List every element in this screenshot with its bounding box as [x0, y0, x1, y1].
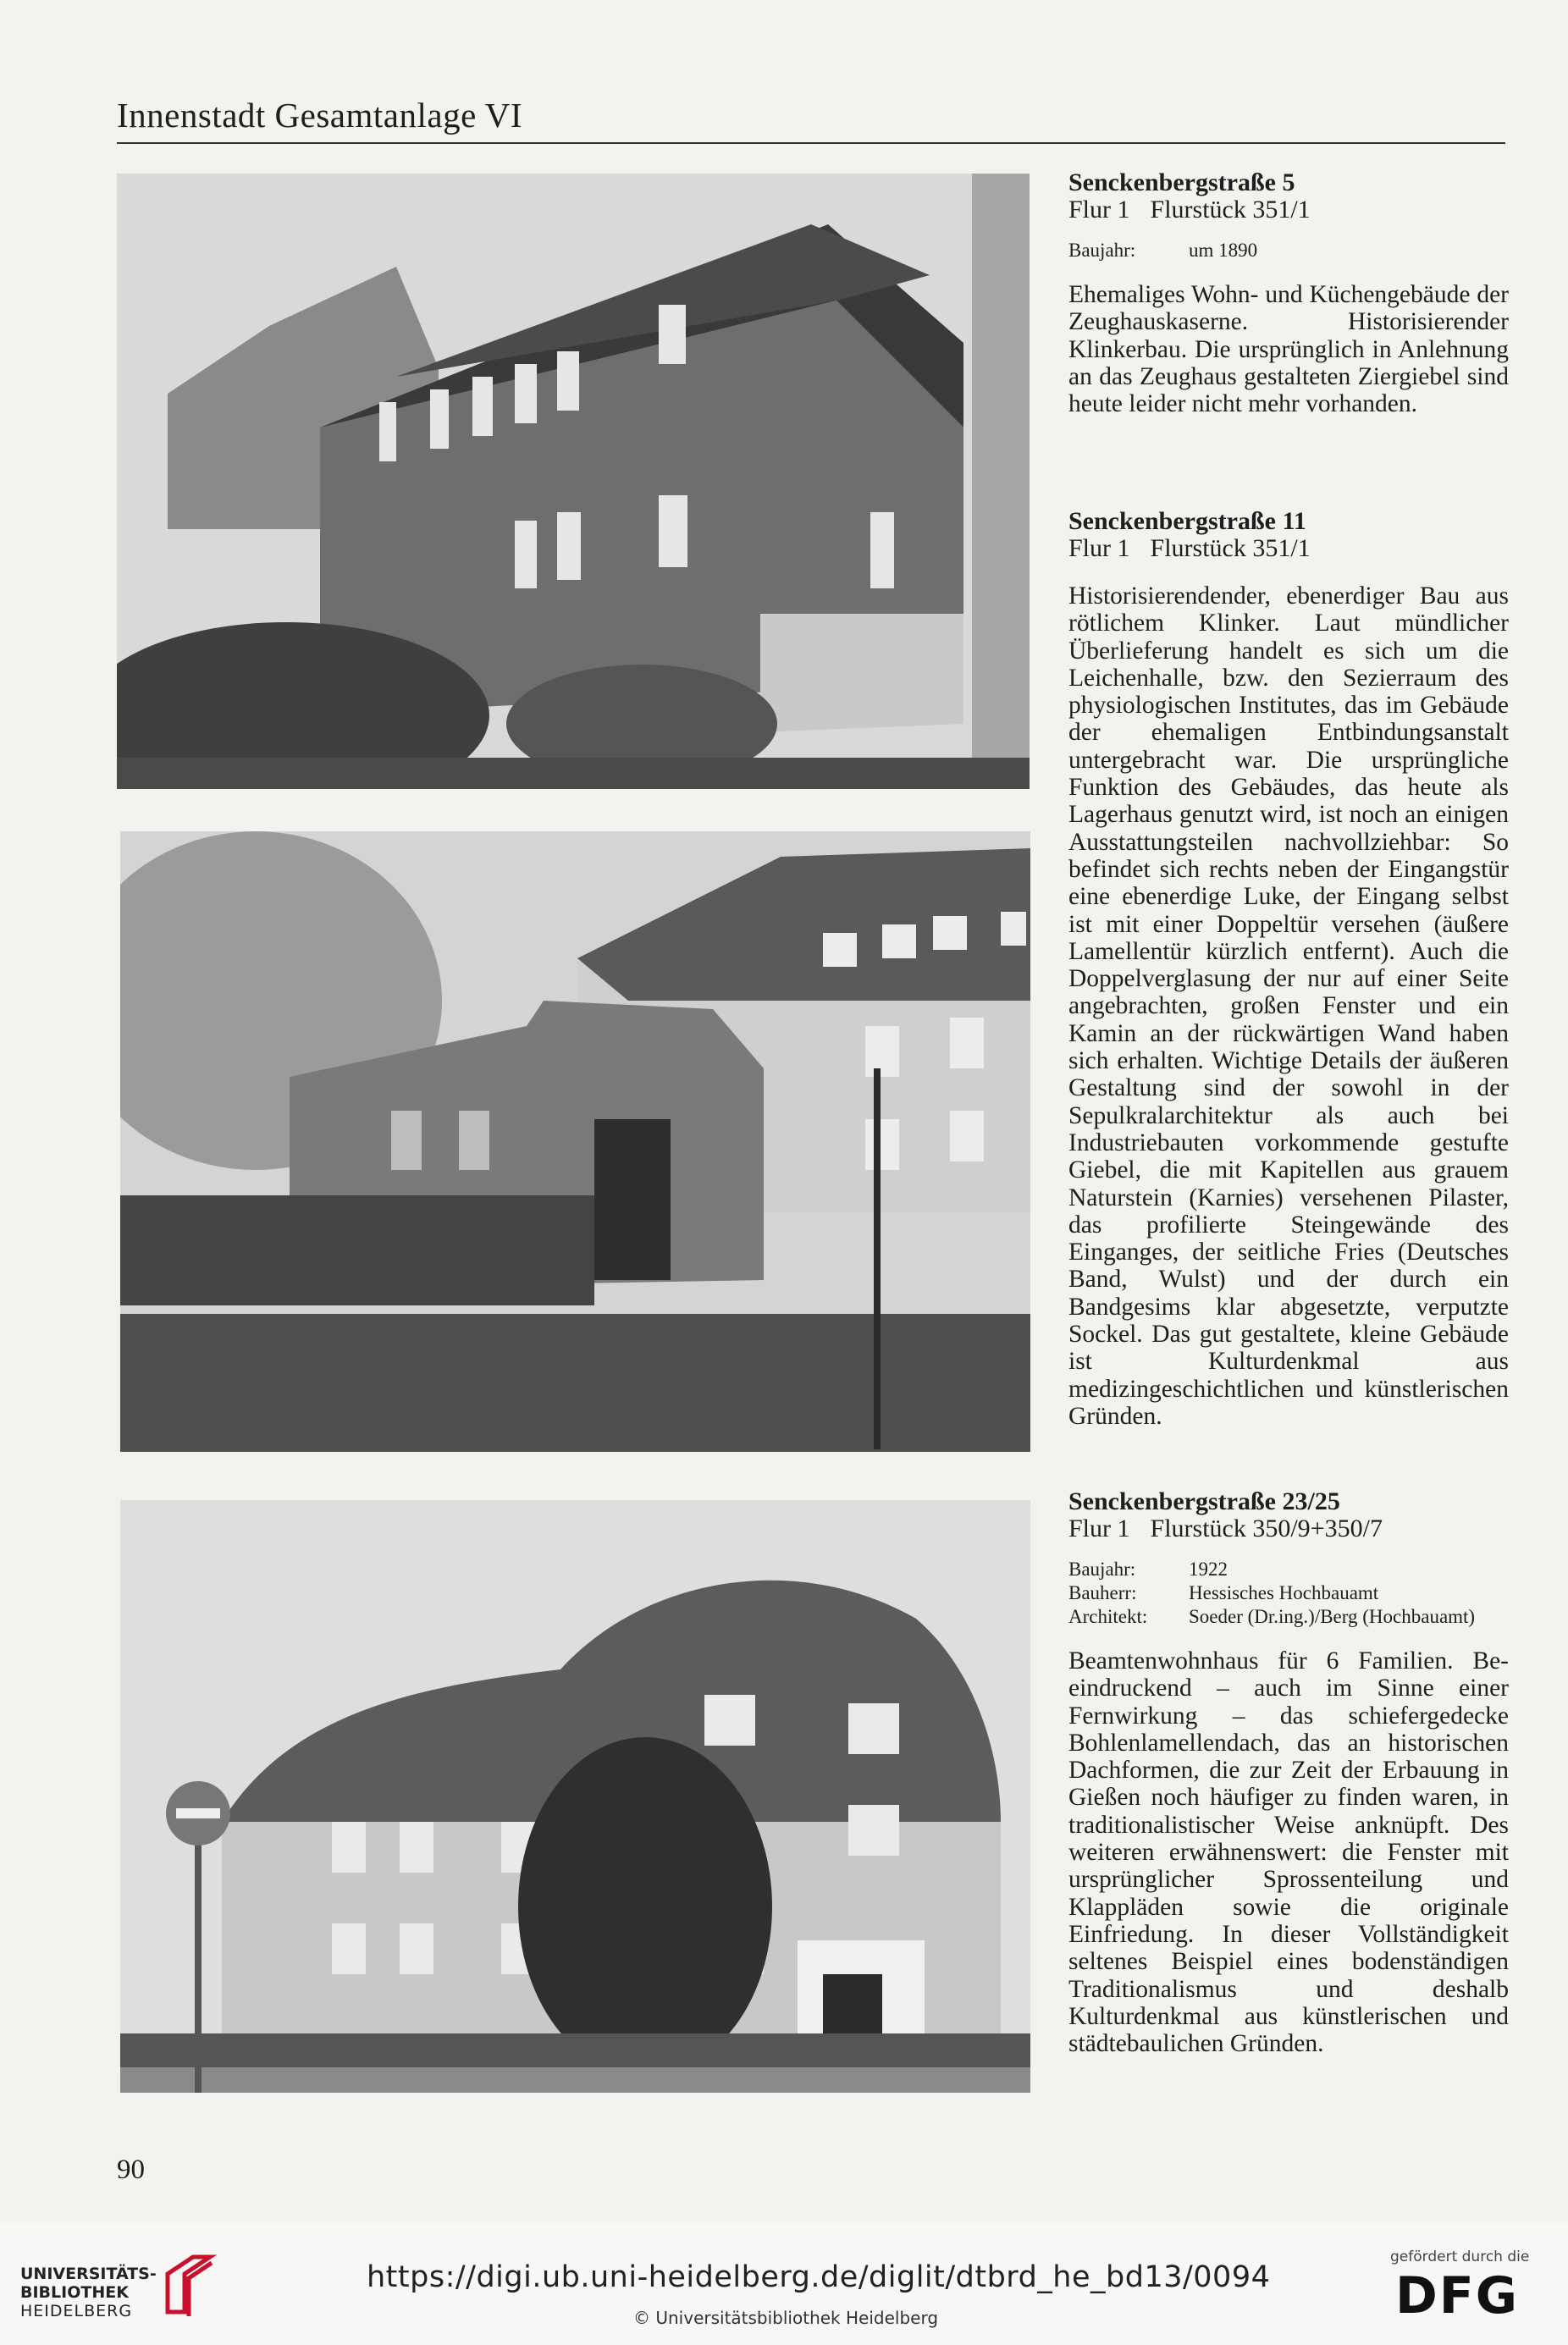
library-name-line: BIBLIOTHEK [20, 2283, 129, 2302]
flurstueck: Flurstück 351/1 [1150, 534, 1311, 562]
permalink-url[interactable]: https://digi.ub.uni-heidelberg.de/diglit/dtbrd_he_bd13/0094 [367, 2260, 1271, 2294]
copyright-notice: © Universitätsbibliothek Heidelberg [633, 2308, 939, 2328]
entry-senckenbergstrasse-23-25 [1068, 1488, 1509, 2057]
entry-body: Beamtenwohnhaus für 6 Familien. Beeindruckend – auch im Sinne einer Fernwirkung – das schiefergedecke Bohlenlamellendach, das an historischen Dachformen, die zur Zeit der Erbauung in Gießen noch häufiger zu finden waren, in traditionalistischer Weise anknüpft. Des weiteren erwähnenswert: die Fenster mit ursprünglicher Sprossenteilung und Klappläden sowie die originale Einfriedung. In dieser Vollständigkeit seltenes Beispiel eines bodenständigen Traditionalismus und deshalb Kulturdenkmal aus künstlerischen und städtebaulichen Gründen. [1068, 1647, 1509, 2058]
flurstueck: Flurstück 351/1 [1150, 196, 1311, 223]
entry-body: Historisierendender, ebenerdiger Bau aus rötlichem Klinker. Laut mündlicher Überlieferung handelt es sich um die Leichenhalle, bzw. den Sezierraum des physiologischen Institutes, das im Gebäude der ehemaligen Entbindungsanstalt untergebracht war. Die ursprüngliche Funktion des Gebäudes, das heute als Lagerhaus genutzt wird, ist noch an einigen Ausstattungsteilen nachvollziehbar: So befindet sich rechts neben der Eingangstür eine ebenerdige Luke, der Eingang selbst ist mit einer Doppeltür versehen (äußere Lamellentür kürzlich entfernt). Auch die Doppelverglasung der nur auf einer Seite angebrachten, großen Fenster und ein Kamin an der rückwärtigen Wand haben sich erhalten. Wichtige Details der äußeren Gestaltung sind der sowohl in der Sepulkralarchitektur als auch bei Industriebauten vorkommende gestufte Giebel, die mit Kapitellen aus grauem Naturstein (Karnies) versehenen Pilaster, das profilierte Steingewände des Einganges, der seitliche Fries (Deutsches Band, Wulst) und der durch ein Bandgesims klar abgesetzte, verputzte Sockel. Das gut gestaltete, kleine Gebäude ist Kulturdenkmal aus medizingeschichtlichen und künstlerischen Gründen. [1068, 582, 1509, 1430]
entry-meta [1068, 239, 1509, 262]
running-header-title: Innenstadt Gesamtanlage VI [117, 96, 523, 135]
meta-key: Baujahr: [1068, 240, 1136, 261]
meta-value: Soeder (Dr.ing.)/Berg (Hochbauamt) [1189, 1606, 1476, 1627]
photo-senckenbergstrasse-23-25 [120, 1500, 1030, 2093]
entry-parcel [1068, 535, 1509, 562]
meta-row [1068, 1581, 1509, 1605]
page-number: 90 [117, 2155, 145, 2185]
meta-key: Architekt: [1068, 1606, 1148, 1627]
library-name-line: HEIDELBERG [20, 2302, 133, 2320]
dfg-logo: DFG [1395, 2266, 1520, 2326]
flur: Flur 1 [1068, 1515, 1130, 1542]
entry-heading: Senckenbergstraße 5 [1068, 168, 1295, 196]
library-name-line: UNIVERSITÄTS- [20, 2265, 157, 2283]
entry-senckenbergstrasse-11 [1068, 508, 1509, 1430]
meta-value: um 1890 [1189, 240, 1258, 261]
meta-row [1068, 1558, 1509, 1581]
entry-heading: Senckenbergstraße 23/25 [1068, 1487, 1340, 1515]
meta-key: Bauherr: [1068, 1582, 1137, 1603]
flur: Flur 1 [1068, 196, 1130, 223]
meta-value: 1922 [1189, 1559, 1228, 1580]
photo-senckenbergstrasse-11 [120, 831, 1030, 1452]
entry-body: Ehemaliges Wohn- und Küchengebäude der Zeughauskaserne. Historisierender Klinkerbau. Die ursprünglich in Anlehnung an das Zeughaus gestalteten Ziergiebel sind heute leider nicht mehr vorhanden. [1068, 281, 1509, 418]
library-name [20, 2265, 157, 2320]
photo-senckenbergstrasse-5 [117, 174, 1030, 789]
meta-key: Baujahr: [1068, 1559, 1136, 1580]
funder-label: gefördert durch die [1390, 2248, 1530, 2265]
library-logo-icon [159, 2253, 218, 2320]
meta-row [1068, 239, 1509, 262]
entry-parcel [1068, 196, 1509, 223]
entry-senckenbergstrasse-5 [1068, 169, 1509, 417]
digitization-footer [0, 2222, 1568, 2345]
meta-row [1068, 1605, 1509, 1629]
flurstueck: Flurstück 350/9+350/7 [1150, 1515, 1383, 1542]
entry-parcel [1068, 1515, 1509, 1542]
running-header [117, 95, 1505, 144]
entry-heading: Senckenbergstraße 11 [1068, 507, 1306, 535]
flur: Flur 1 [1068, 534, 1130, 562]
meta-value: Hessisches Hochbauamt [1189, 1582, 1379, 1603]
entry-meta [1068, 1558, 1509, 1629]
